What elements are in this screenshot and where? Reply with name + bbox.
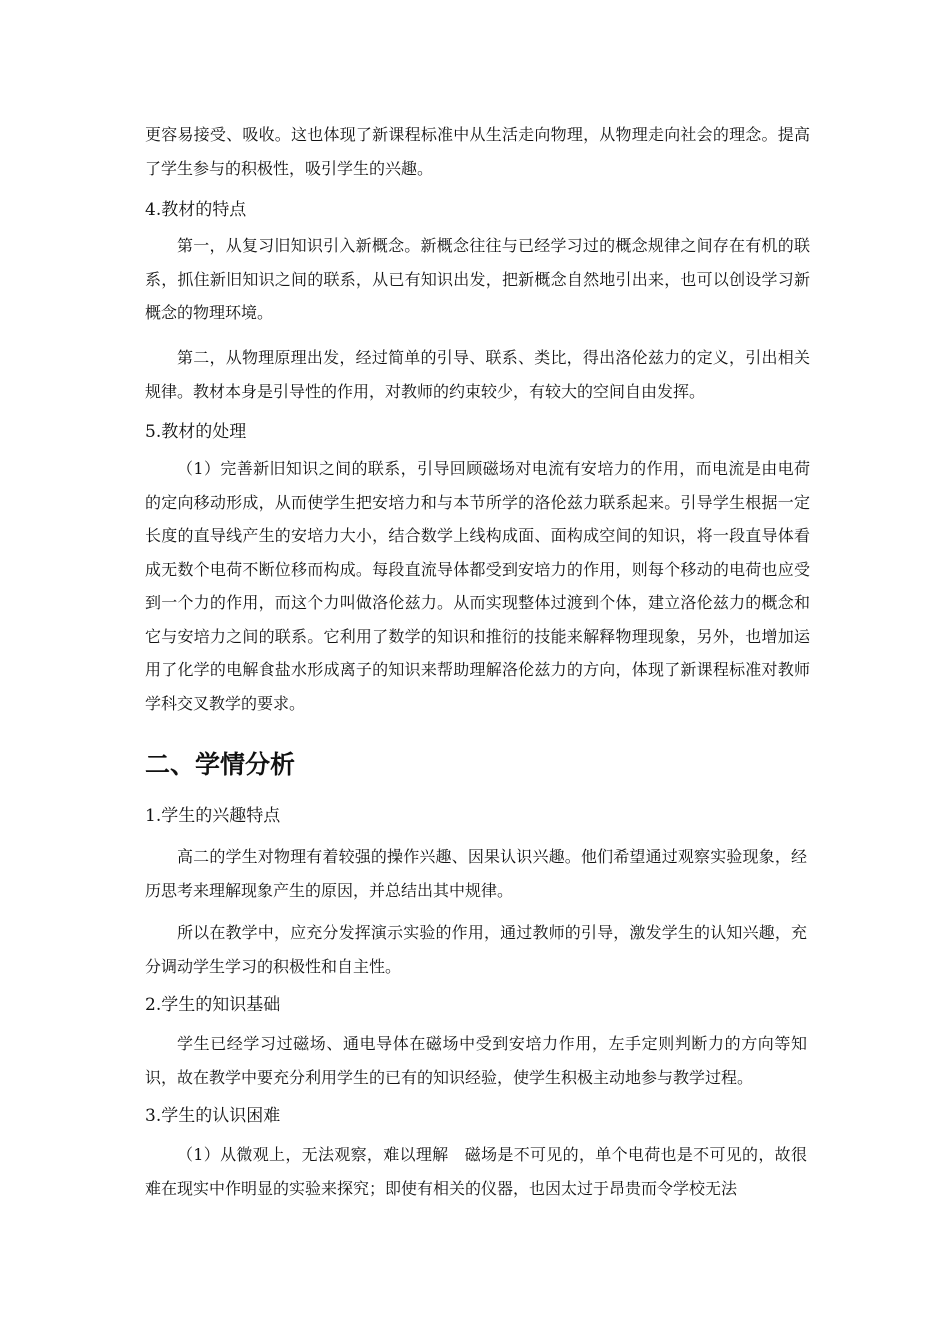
heading-textbook-processing: 5.教材的处理 [145, 422, 247, 442]
paragraph-difficulties: （1）从微观上，无法观察，难以理解 磁场是不可见的，单个电荷也是不可见的，故很难在现实中作明显的实验来探究；即使有相关的仪器，也因太过于昂贵而令学校无法 [145, 1145, 807, 1198]
paragraph-knowledge-base: 学生已经学习过磁场、通电导体在磁场中受到安培力作用，左手定则判断力的方向等知识，故在教学中要充分利用学生的已有的知识经验，使学生积极主动地参与教学过程。 [145, 1034, 807, 1087]
paragraph-continuation: 更容易接受、吸收。这也体现了新课程标准中从生活走向物理，从物理走向社会的理念。提高了学生参与的积极性，吸引学生的兴趣。 [145, 125, 810, 178]
paragraph-feature-first: 第一，从复习旧知识引入新概念。新概念往往与已经学习过的概念规律之间存在有机的联系，抓住新旧知识之间的联系，从已有知识出发，把新概念自然地引出来，也可以创设学习新概念的物理环境。 [145, 236, 810, 322]
paragraph-feature-second: 第二，从物理原理出发，经过简单的引导、联系、类比，得出洛伦兹力的定义，引出相关规律。教材本身是引导性的作用，对教师的约束较少，有较大的空间自由发挥。 [145, 348, 810, 401]
section-title-student-analysis: 二、学情分析 [145, 750, 296, 779]
heading-knowledge-base: 2.学生的知识基础 [145, 995, 281, 1015]
paragraph-interest-a: 高二的学生对物理有着较强的操作兴趣、因果认识兴趣。他们希望通过观察实验现象，经历思考来理解现象产生的原因，并总结出其中规律。 [145, 847, 807, 900]
heading-textbook-features: 4.教材的特点 [145, 200, 247, 220]
paragraph-interest-b: 所以在教学中，应充分发挥演示实验的作用，通过教师的引导，激发学生的认知兴趣，充分调动学生学习的积极性和自主性。 [145, 923, 807, 976]
heading-difficulties: 3.学生的认识困难 [145, 1106, 281, 1126]
paragraph-processing: （1）完善新旧知识之间的联系，引导回顾磁场对电流有安培力的作用，而电流是由电荷的定向移动形成，从而使学生把安培力和与本节所学的洛伦兹力联系起来。引导学生根据一定长度的直导线产生的安培力大小，结合数学上线构成面、面构成空间的知识，将一段直导体看成无数个电荷不断位移而构成。每段直流导体都受到安培力的作用，则每个移动的电荷也应受到一个力的作用，而这个力叫做洛伦兹力。从而实现整体过渡到个体，建立洛伦兹力的概念和它与安培力之间的联系。它利用了数学的知识和推衍的技能来解释物理现象，另外，也增加运用了化学的电解食盐水形成离子的知识来帮助理解洛伦兹力的方向，体现了新课程标准对教师学科交叉教学的要求。 [145, 459, 810, 713]
heading-student-interest: 1.学生的兴趣特点 [145, 806, 281, 826]
